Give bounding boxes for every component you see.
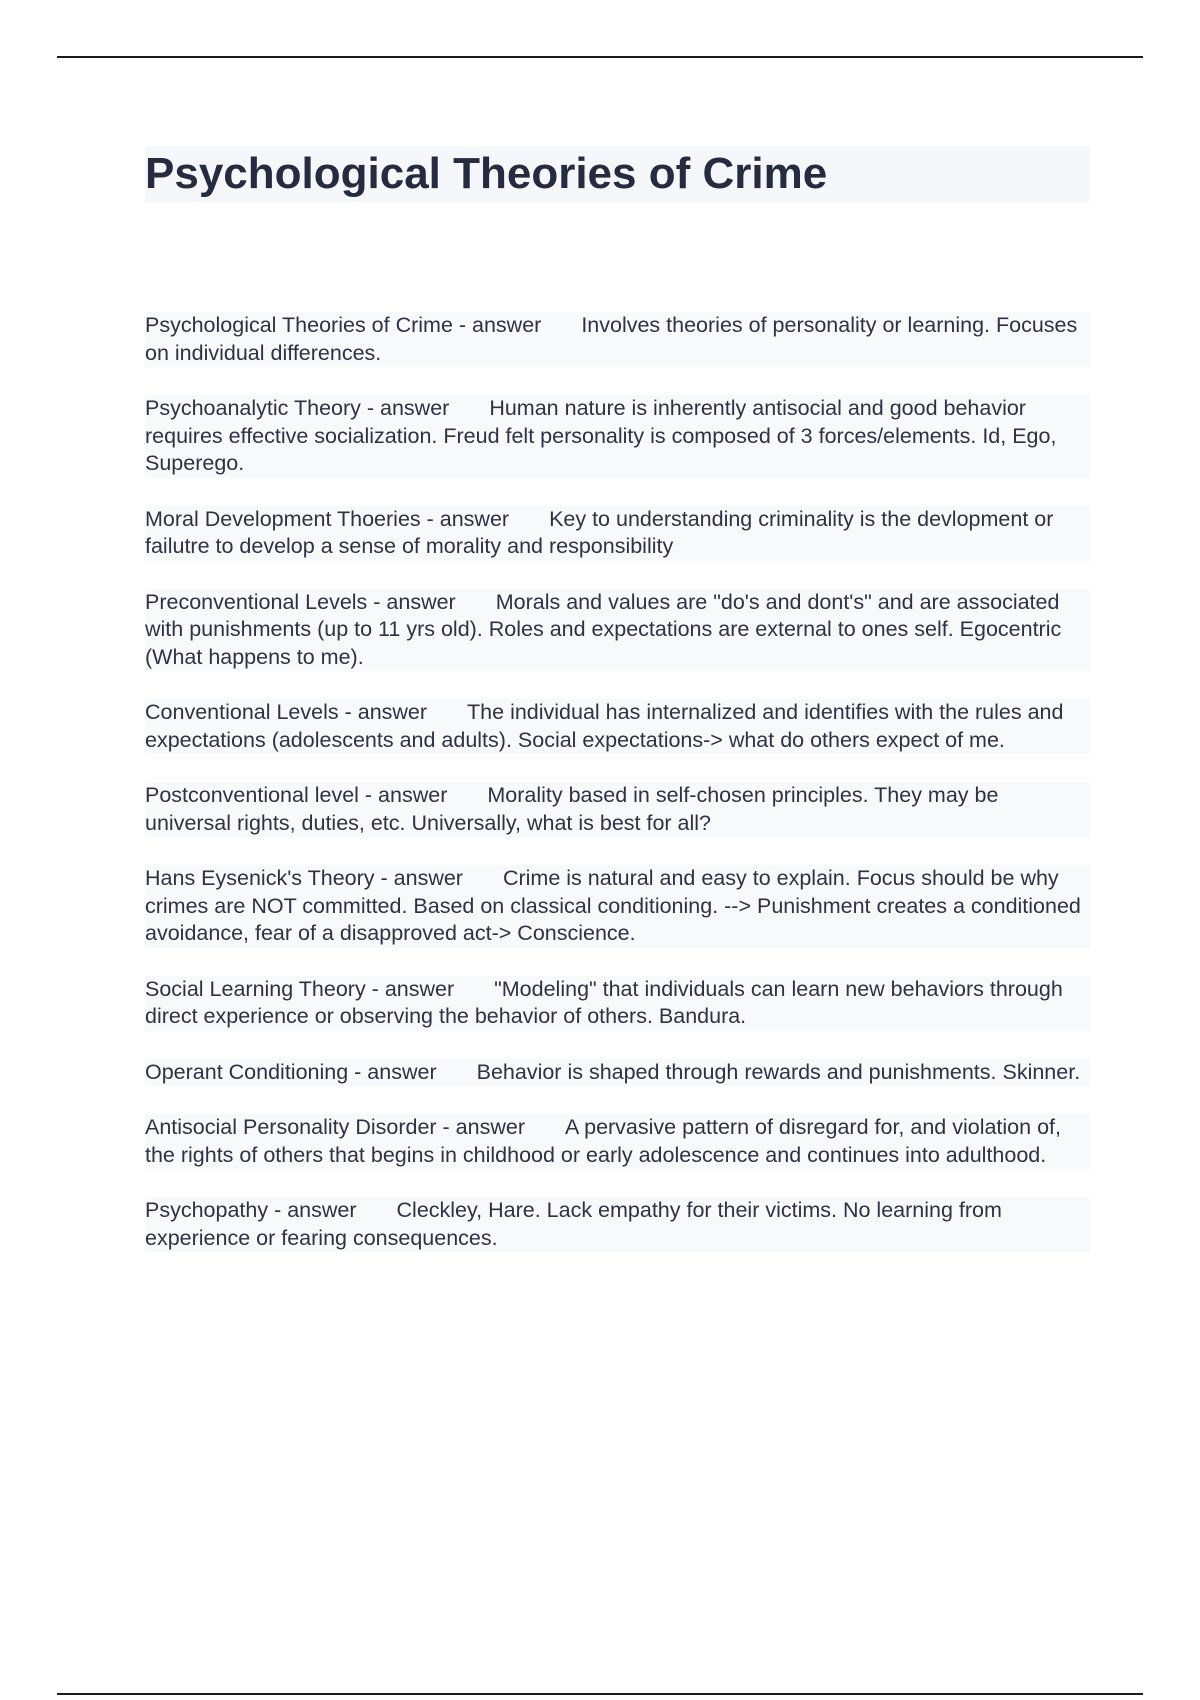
flashcard-entry <box>145 699 1090 754</box>
entry-definition: Behavior is shaped through rewards and punishments. Skinner. <box>476 1059 1081 1084</box>
entry-definition: Cleckley, Hare. Lack empathy for their victims. No learning from experience or fearing consequences. <box>145 1198 1002 1250</box>
entry-term: Social Learning Theory - answer <box>145 976 455 1001</box>
flashcard-entry <box>145 782 1090 837</box>
flashcard-entry <box>145 1059 1090 1087</box>
entry-definition: Involves theories of personality or learning. Focuses on individual differences. <box>145 313 1078 365</box>
entry-term: Psychopathy - answer <box>145 1198 357 1222</box>
flashcard-entry <box>145 589 1090 672</box>
entry-term: Psychoanalytic Theory - answer <box>145 396 450 420</box>
entry-definition: Crime is natural and easy to explain. Focus should be why crimes are NOT committed. Based on classical conditioning. --> Punishment creates a conditioned avoidance, fear of a disapproved act-> Conscience. <box>145 866 1081 945</box>
entry-term: Hans Eysenick's Theory - answer <box>145 866 463 890</box>
title-band <box>145 146 1090 202</box>
page-title: Psychological Theories of Crime <box>145 149 828 198</box>
flashcard-entry <box>145 976 1090 1031</box>
entry-definition: "Modeling" that individuals can learn new behaviors through direct experience or observing the behavior of others. Bandura. <box>145 976 1063 1028</box>
entry-definition: Morality based in self-chosen principles. They may be universal rights, duties, etc. Universally, what is best for all? <box>145 783 999 835</box>
entry-term: Postconventional level - answer <box>145 783 448 807</box>
entry-definition: The individual has internalized and identifies with the rules and expectations (adolescents and adults). Social expectations-> what do others expect of me. <box>145 700 1064 752</box>
entry-definition: Morals and values are "do's and dont's" and are associated with punishments (up to 11 yrs old). Roles and expectations are external to ones self. Egocentric (What happens to me). <box>145 589 1062 669</box>
entry-definition: A pervasive pattern of disregard for, and violation of, the rights of others that begins in childhood or early adolescence and continues into adulthood. <box>145 1115 1061 1167</box>
flashcard-entry <box>145 312 1090 367</box>
entry-term: Operant Conditioning - answer <box>145 1059 437 1084</box>
entry-term: Preconventional Levels - answer <box>145 589 456 614</box>
flashcard-list <box>145 312 1090 1252</box>
entry-definition: Human nature is inherently antisocial and good behavior requires effective socialization. Freud felt personality is composed of 3 forces/elements. Id, Ego, Superego. <box>145 396 1057 475</box>
document-body <box>145 146 1090 1280</box>
flashcard-entry <box>145 1197 1090 1252</box>
entry-term: Antisocial Personality Disorder - answer <box>145 1115 525 1139</box>
bottom-rule <box>57 1693 1143 1695</box>
flashcard-entry <box>145 1114 1090 1169</box>
flashcard-entry <box>145 395 1090 478</box>
flashcard-entry <box>145 865 1090 948</box>
entry-term: Psychological Theories of Crime - answer <box>145 313 542 337</box>
top-rule <box>57 56 1143 58</box>
entry-definition: Key to understanding criminality is the devlopment or failutre to develop a sense of morality and responsibility <box>145 506 1054 558</box>
entry-term: Conventional Levels - answer <box>145 700 428 724</box>
entry-term: Moral Development Thoeries - answer <box>145 506 510 531</box>
flashcard-entry <box>145 506 1090 561</box>
